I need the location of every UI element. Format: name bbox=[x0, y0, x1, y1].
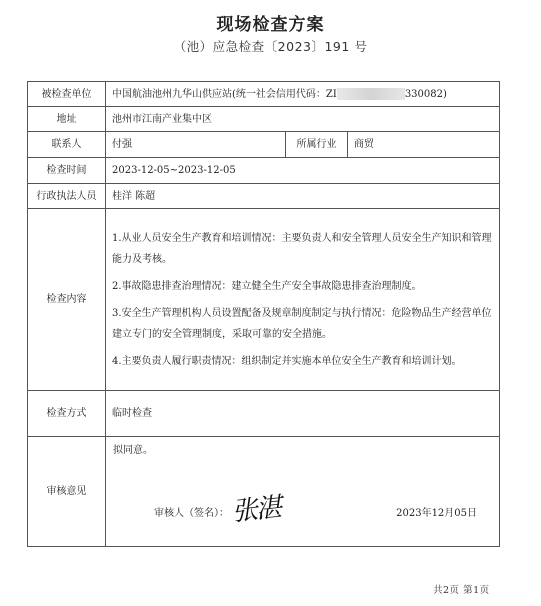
enforcement-officers-value: 桂洋 陈超 bbox=[106, 184, 500, 209]
content-value bbox=[106, 209, 500, 391]
content-label: 检查内容 bbox=[28, 209, 106, 391]
row-content bbox=[28, 209, 500, 391]
contact-value: 付强 bbox=[106, 132, 286, 158]
contact-label: 联系人 bbox=[28, 132, 106, 158]
row-review bbox=[28, 437, 500, 547]
review-label: 审核意见 bbox=[28, 437, 106, 547]
credit-code-tail: 330082) bbox=[404, 88, 447, 100]
inspected-unit-value bbox=[106, 82, 500, 107]
address-value: 池州市江南产业集中区 bbox=[106, 107, 500, 132]
page-number: 共2页 第1页 bbox=[433, 585, 490, 596]
review-opinion: 拟同意。 bbox=[113, 445, 153, 456]
address-label: 地址 bbox=[28, 107, 106, 132]
review-date: 2023年12月05日 bbox=[396, 508, 478, 519]
inspected-unit-name: 中国航油池州九华山供应站(统一社会信用代码：ZI bbox=[112, 88, 337, 100]
handwritten-signature: 张湛 bbox=[230, 492, 282, 528]
row-enforcement-officers bbox=[28, 184, 500, 209]
document-title: 现场检查方案 bbox=[216, 15, 325, 35]
content-item: 2.事故隐患排查治理情况：建立健全生产安全事故隐患排查治理制度。 bbox=[112, 280, 422, 292]
content-item: 1.从业人员安全生产教育和培训情况：主要负责人和安全管理人员安全生产知识和管理能力及考核。 bbox=[112, 232, 492, 265]
row-inspected-unit bbox=[28, 82, 500, 107]
method-label: 检查方式 bbox=[28, 391, 106, 437]
row-address bbox=[28, 107, 500, 132]
inspection-plan-table bbox=[27, 81, 500, 547]
redaction-block bbox=[337, 88, 405, 100]
industry-value: 商贸 bbox=[348, 132, 500, 158]
review-value bbox=[106, 437, 500, 547]
row-inspection-time bbox=[28, 158, 500, 184]
inspection-time-label: 检查时间 bbox=[28, 158, 106, 184]
industry-label: 所属行业 bbox=[286, 132, 348, 158]
row-contact bbox=[28, 132, 500, 158]
inspection-time-value: 2023-12-05~2023-12-05 bbox=[106, 158, 500, 184]
row-method bbox=[28, 391, 500, 437]
content-item: 4.主要负责人履行职责情况：组织制定并实施本单位安全生产教育和培训计划。 bbox=[112, 355, 462, 367]
document-number: （池）应急检查〔2023〕191 号 bbox=[173, 39, 368, 54]
inspected-unit-label: 被检查单位 bbox=[28, 82, 106, 107]
signer-label: 审核人（签名）： bbox=[154, 508, 229, 519]
enforcement-officers-label: 行政执法人员 bbox=[28, 184, 106, 209]
content-item: 3.安全生产管理机构人员设置配备及规章制度制定与执行情况：危险物品生产经营单位建立专门的安全管理制度，采取可靠的安全措施。 bbox=[112, 307, 492, 340]
method-value: 临时检查 bbox=[106, 391, 500, 437]
